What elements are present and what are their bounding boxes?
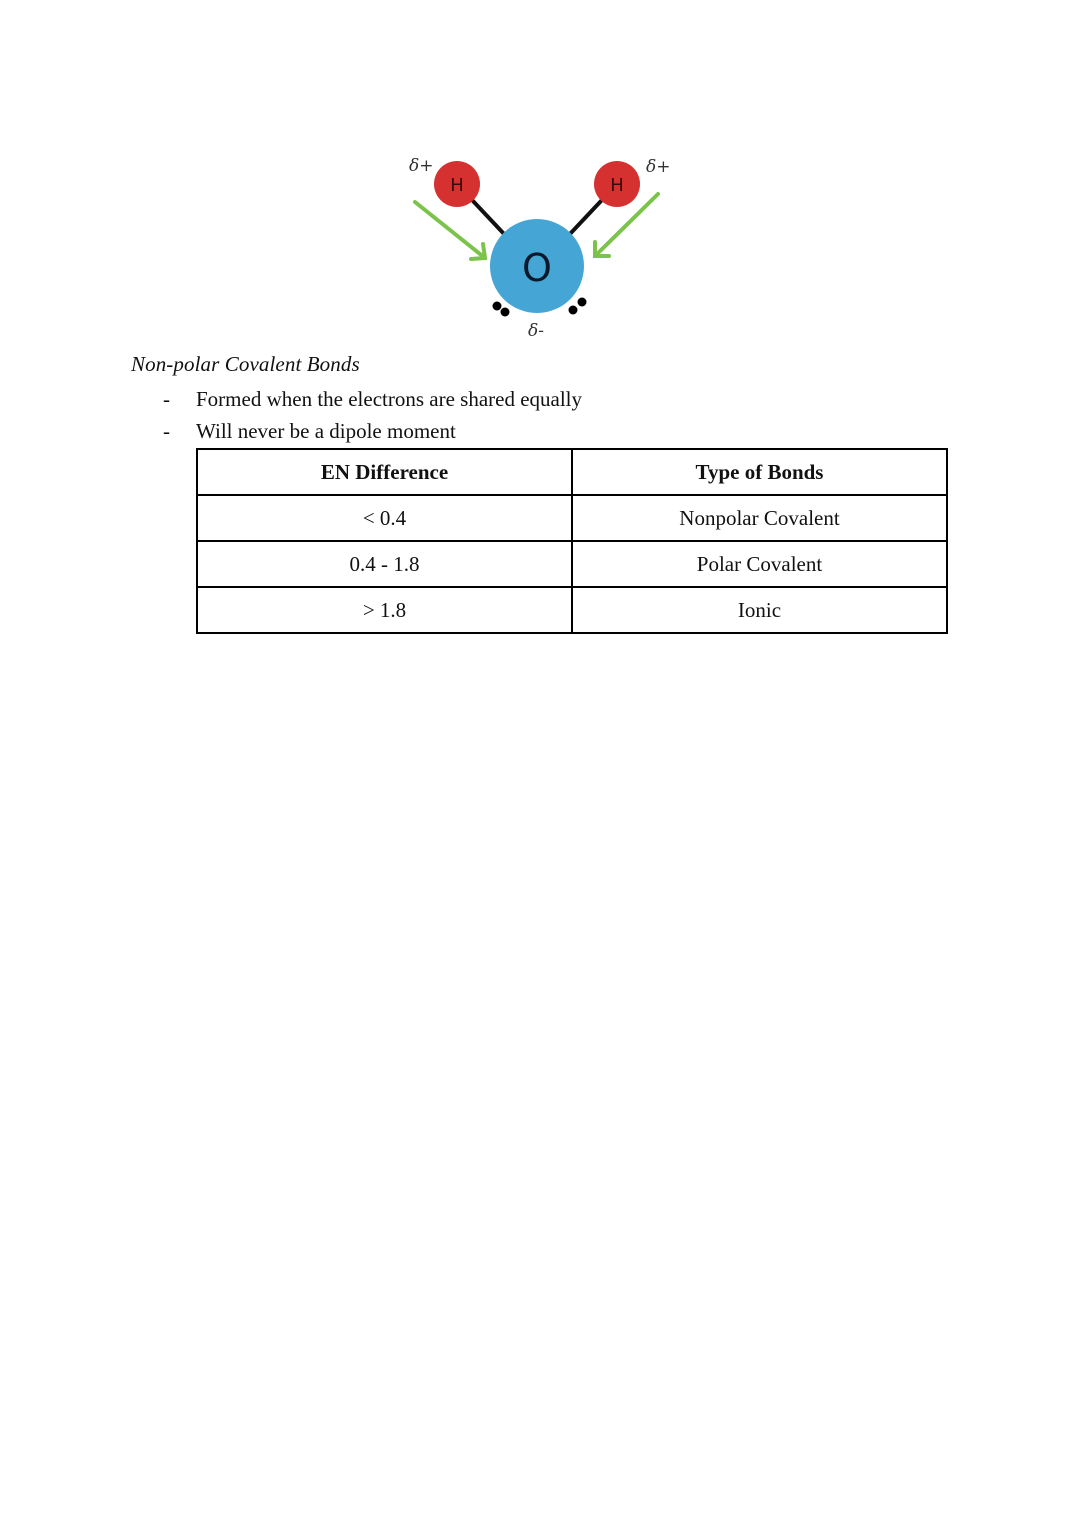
cell-en-difference: 0.4 - 1.8 [197,541,572,587]
svg-text:O: O [522,246,552,290]
cell-en-difference: < 0.4 [197,495,572,541]
bullet-text: Formed when the electrons are shared equally [196,387,583,411]
bullet-text: Will never be a dipole moment [196,419,456,443]
bullet-list [163,384,582,448]
table-row [197,541,947,587]
svg-text:δ-: δ- [528,321,544,341]
bullet-item [163,416,582,448]
section-heading: Non-polar Covalent Bonds [131,352,360,376]
cell-bond-type: Nonpolar Covalent [572,495,947,541]
cell-en-difference: > 1.8 [197,587,572,633]
bullet-marker: - [163,387,170,411]
svg-text:H: H [610,175,624,196]
cell-bond-type: Polar Covalent [572,541,947,587]
svg-text:δ+: δ+ [646,157,671,177]
table-header-row [197,449,947,495]
svg-text:H: H [450,175,464,196]
header-en-difference: EN Difference [197,449,572,495]
water-molecule-diagram [395,145,685,345]
cell-bond-type: Ionic [572,587,947,633]
bullet-item [163,384,582,416]
bullet-marker: - [163,419,170,443]
table-row [197,587,947,633]
en-difference-table [196,448,948,634]
header-type-of-bonds: Type of Bonds [572,449,947,495]
left-arrow-icon [415,202,485,259]
table-row [197,495,947,541]
svg-text:δ+: δ+ [409,156,434,176]
